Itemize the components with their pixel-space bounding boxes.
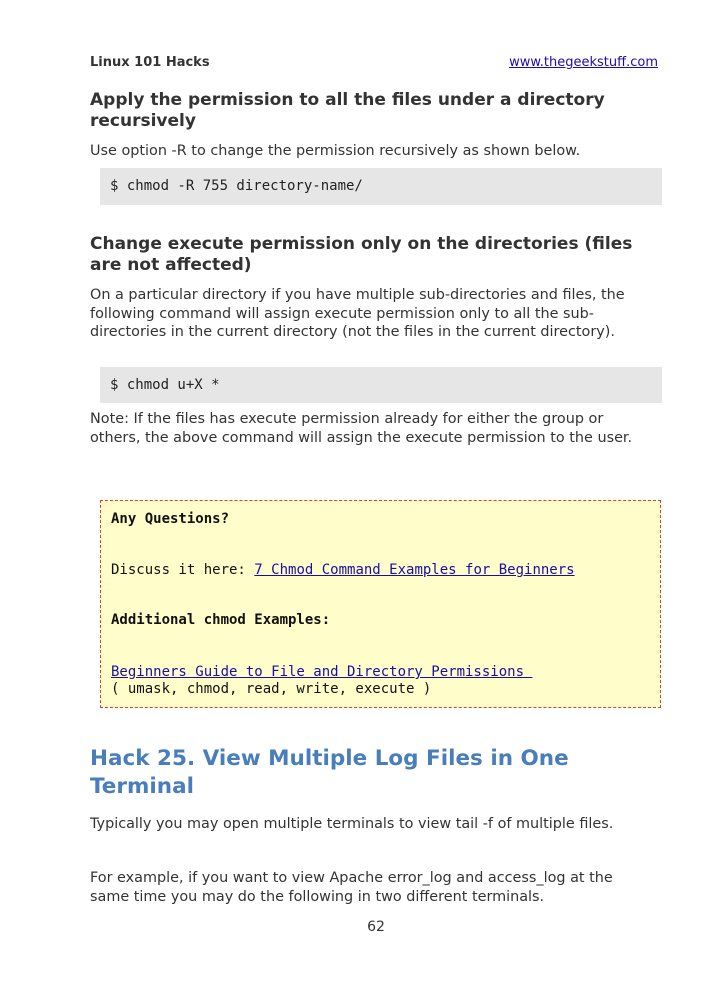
code-block-recursive: $ chmod -R 755 directory-name/: [100, 168, 662, 205]
discuss-link[interactable]: 7 Chmod Command Examples for Beginners: [254, 562, 575, 578]
additional-examples-title: Additional chmod Examples:: [111, 612, 331, 628]
questions-box: [100, 500, 661, 708]
discuss-line: [111, 562, 575, 578]
section-heading-directories: Change execute permission only on the directories (files are not affected): [90, 234, 633, 275]
guide-link-line: [111, 664, 532, 680]
questions-title: Any Questions?: [111, 511, 230, 527]
section-text-directories: On a particular directory if you have multiple sub-directories and files, the following command will assign execute permission only to all the sub-directories in the current directory (not the files in the current directory).: [90, 287, 625, 340]
page-header: [90, 55, 662, 77]
website-link[interactable]: www.thegeekstuff.com: [509, 55, 658, 70]
discuss-prefix: Discuss it here:: [111, 562, 255, 578]
code-block-directories: $ chmod u+X *: [100, 367, 662, 403]
guide-link[interactable]: Beginners Guide to File and Directory Permissions: [111, 664, 533, 680]
section-note: Note: If the files has execute permission already for either the group or others, the above command will assign the execute permission to the user.: [90, 411, 633, 446]
hack-paragraph-1: Typically you may open multiple terminals to view tail -f of multiple files.: [90, 816, 614, 832]
hack-title: Hack 25. View Multiple Log Files in One Terminal: [90, 746, 569, 799]
guide-suffix: ( umask, chmod, read, write, execute ): [111, 681, 432, 697]
page-number: 62: [367, 919, 385, 935]
section-text-recursive: Use option -R to change the permission recursively as shown below.: [90, 143, 581, 159]
section-heading-recursive: Apply the permission to all the files under a directory recursively: [90, 90, 605, 131]
book-title: Linux 101 Hacks: [90, 55, 210, 70]
hack-paragraph-2: For example, if you want to view Apache error_log and access_log at the same time you may do the following in two different terminals.: [90, 870, 613, 905]
